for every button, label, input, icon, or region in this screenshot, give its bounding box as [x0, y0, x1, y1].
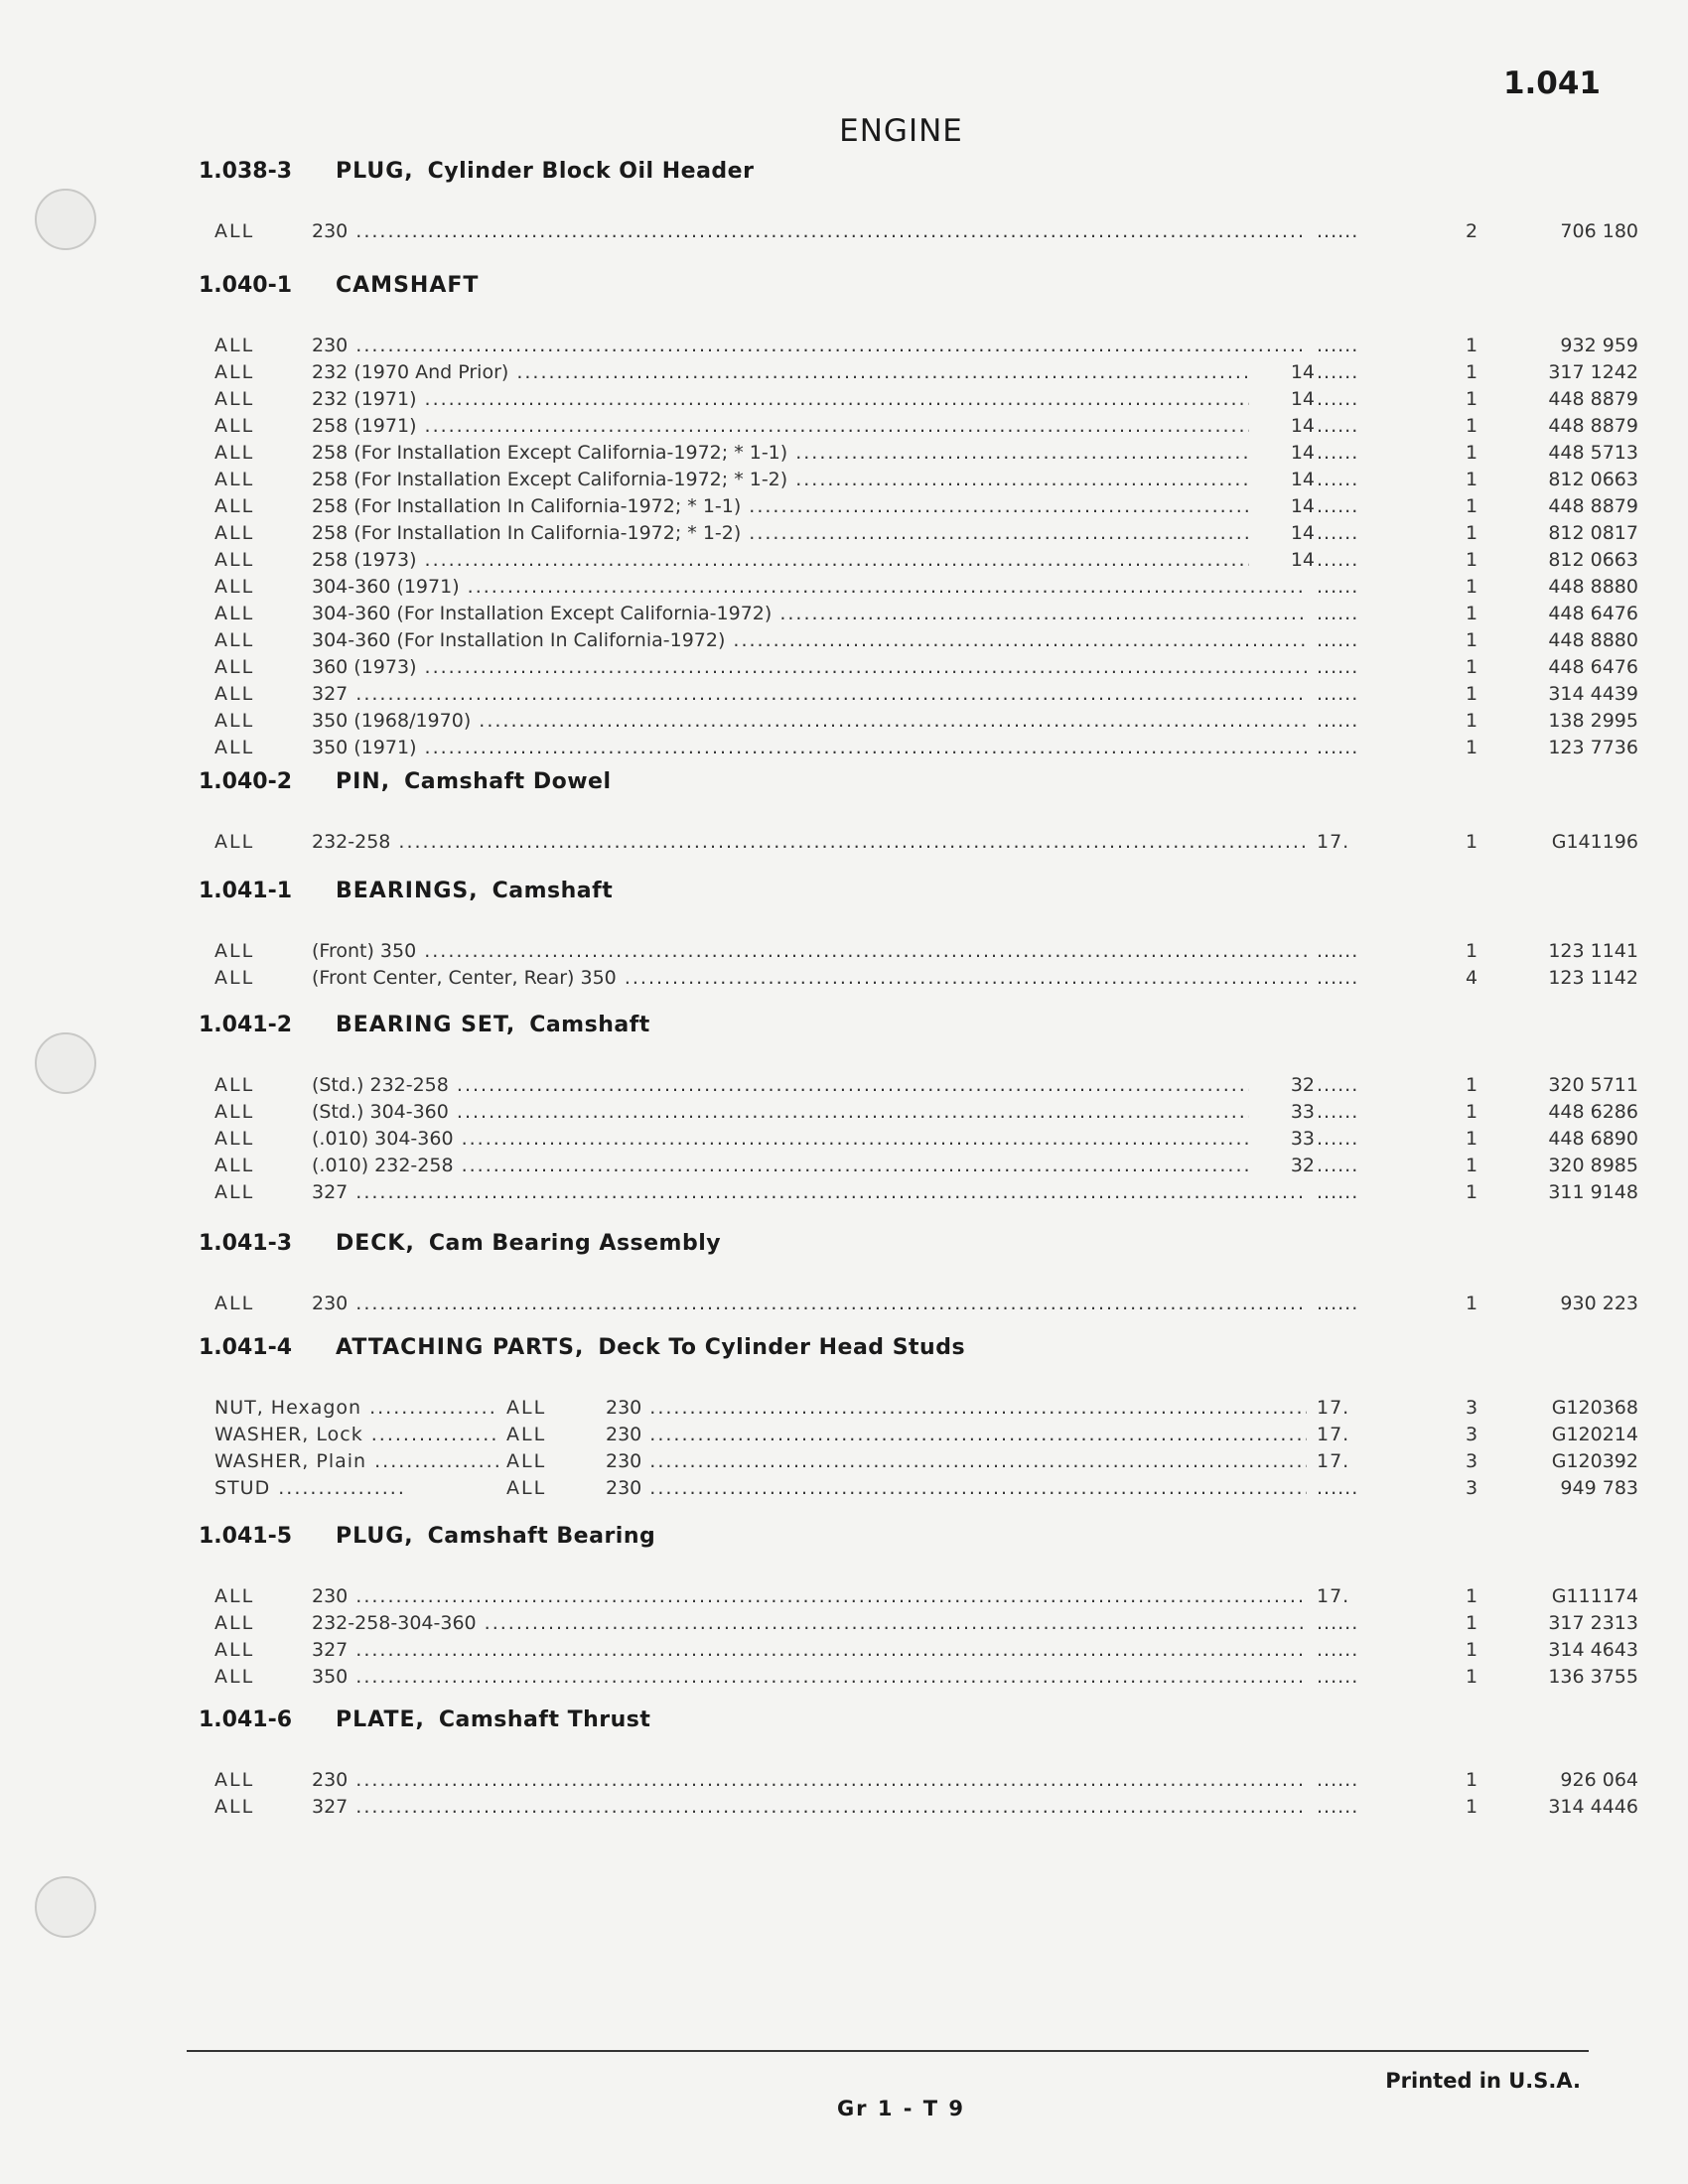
model-cell: ALL: [214, 831, 255, 853]
figure-cell: ......: [1317, 361, 1359, 383]
figure-cell: ......: [1317, 220, 1359, 242]
model-cell: ALL: [214, 415, 255, 437]
description-cell: 304-360 (For Installation Except California-1972) .....: [312, 603, 1307, 624]
section-description: Camshaft Bearing: [427, 1524, 656, 1549]
part-number-cell: 448 6476: [1548, 603, 1638, 624]
binder-hole-top: [35, 189, 96, 250]
section-description: Cam Bearing Assembly: [428, 1231, 722, 1256]
quantity-cell: 1: [1465, 388, 1478, 410]
section-heading: [199, 1335, 1569, 1375]
quantity-cell: 1: [1465, 495, 1478, 517]
figure-cell: ......: [1317, 1796, 1359, 1818]
figure-cell: ......: [1317, 1128, 1359, 1150]
quantity-cell: 1: [1465, 1155, 1478, 1176]
quantity-cell: 1: [1465, 549, 1478, 571]
figure-cell: ......: [1317, 469, 1359, 490]
figure-cell: ......: [1317, 1769, 1359, 1791]
figure-cell: 17.: [1317, 1424, 1350, 1445]
part-row: [199, 522, 1638, 549]
part-row: [199, 361, 1638, 388]
quantity-cell: 3: [1465, 1477, 1478, 1499]
quantity-cell: 4: [1465, 967, 1478, 989]
figure-cell: 17.: [1317, 1450, 1350, 1472]
part-number-cell: 136 3755: [1548, 1666, 1638, 1688]
part-row: [199, 710, 1638, 737]
figure-cell: ......: [1317, 522, 1359, 544]
part-row: [199, 1397, 1638, 1424]
quantity-cell: 1: [1465, 415, 1478, 437]
model-cell: ALL: [214, 495, 255, 517]
part-row: [199, 831, 1638, 858]
description-cell: 230 .....: [606, 1477, 1307, 1499]
quantity-cell: 1: [1465, 683, 1478, 705]
model-cell: ALL: [214, 522, 255, 544]
figure-cell: ......: [1317, 737, 1359, 758]
part-number-cell: 123 1142: [1548, 967, 1638, 989]
parts-section: [199, 273, 1638, 763]
figure-cell: ......: [1317, 1074, 1359, 1096]
section-number: 1.041-3: [199, 1231, 293, 1256]
model-cell: ALL: [214, 1128, 255, 1150]
model-cell: ALL: [506, 1450, 547, 1472]
figure-cell: ......: [1317, 415, 1359, 437]
model-cell: ALL: [214, 603, 255, 624]
part-row: [199, 220, 1638, 247]
part-number-cell: 320 8985: [1548, 1155, 1638, 1176]
description-cell: 232-258-304-360 .....: [312, 1612, 1307, 1634]
part-number-cell: 317 2313: [1548, 1612, 1638, 1634]
part-number-cell: G141196: [1551, 831, 1638, 853]
part-number-cell: 448 6286: [1548, 1101, 1638, 1123]
model-cell: ALL: [214, 442, 255, 464]
description-cell: 327 .....: [312, 1796, 1307, 1818]
part-number-cell: 448 6890: [1548, 1128, 1638, 1150]
quantity-cell: 1: [1465, 1128, 1478, 1150]
reference-cell: 14: [1249, 361, 1315, 383]
figure-cell: ......: [1317, 1293, 1359, 1314]
parts-section: [199, 1013, 1638, 1208]
description-cell: (.010) 232-258 .....: [312, 1155, 1307, 1176]
model-cell: ALL: [214, 1155, 255, 1176]
part-number-cell: 930 223: [1560, 1293, 1638, 1314]
section-number: 1.041-1: [199, 879, 293, 903]
quantity-cell: 1: [1465, 656, 1478, 678]
part-row: [199, 1181, 1638, 1208]
section-noun: ATTACHING PARTS,: [336, 1335, 585, 1360]
section-description: Camshaft: [492, 879, 614, 903]
figure-cell: 17.: [1317, 831, 1350, 853]
description-cell: 230 .....: [312, 220, 1307, 242]
parts-section: [199, 159, 1638, 247]
figure-cell: ......: [1317, 1101, 1359, 1123]
part-row: [199, 1769, 1638, 1796]
part-number-cell: 448 8880: [1548, 576, 1638, 598]
model-cell: ALL: [214, 629, 255, 651]
part-number-cell: 123 1141: [1548, 940, 1638, 962]
model-cell: ALL: [506, 1397, 547, 1419]
quantity-cell: 1: [1465, 710, 1478, 732]
part-row: [199, 576, 1638, 603]
part-row: [199, 656, 1638, 683]
part-item: WASHER, Plain .....: [214, 1450, 512, 1472]
part-row: [199, 442, 1638, 469]
section-noun: PIN,: [336, 769, 391, 794]
figure-cell: 17.: [1317, 1585, 1350, 1607]
description-cell: 232 (1971) .....: [312, 388, 1307, 410]
model-cell: ALL: [214, 737, 255, 758]
model-cell: ALL: [214, 1181, 255, 1203]
part-row: [199, 1293, 1638, 1319]
part-number-cell: 314 4439: [1548, 683, 1638, 705]
model-cell: ALL: [214, 1101, 255, 1123]
part-number-cell: 448 8880: [1548, 629, 1638, 651]
section-noun: PLUG,: [336, 1524, 414, 1549]
parts-section: [199, 1231, 1638, 1319]
part-row: [199, 737, 1638, 763]
figure-cell: ......: [1317, 967, 1359, 989]
part-item: STUD .....: [214, 1477, 512, 1499]
description-cell: 230 .....: [606, 1424, 1307, 1445]
part-number-cell: 138 2995: [1548, 710, 1638, 732]
quantity-cell: 2: [1465, 220, 1478, 242]
part-row: [199, 1612, 1638, 1639]
part-row: [199, 495, 1638, 522]
printed-in-usa: Printed in U.S.A.: [1385, 2069, 1581, 2093]
part-row: [199, 1450, 1638, 1477]
section-noun: PLATE,: [336, 1707, 425, 1732]
part-number-cell: 314 4446: [1548, 1796, 1638, 1818]
part-row: [199, 1424, 1638, 1450]
part-row: [199, 1585, 1638, 1612]
quantity-cell: 3: [1465, 1397, 1478, 1419]
reference-cell: 32: [1249, 1074, 1315, 1096]
quantity-cell: 1: [1465, 1796, 1478, 1818]
part-number-cell: 448 5713: [1548, 442, 1638, 464]
model-cell: ALL: [214, 361, 255, 383]
model-cell: ALL: [214, 710, 255, 732]
figure-cell: 17.: [1317, 1397, 1350, 1419]
section-number: 1.041-6: [199, 1707, 293, 1732]
model-cell: ALL: [214, 1293, 255, 1314]
model-cell: ALL: [214, 549, 255, 571]
reference-cell: 33: [1249, 1101, 1315, 1123]
reference-cell: 32: [1249, 1155, 1315, 1176]
model-cell: ALL: [214, 683, 255, 705]
model-cell: ALL: [506, 1477, 547, 1499]
part-row: [199, 629, 1638, 656]
part-number-cell: 812 0663: [1548, 469, 1638, 490]
quantity-cell: 1: [1465, 1101, 1478, 1123]
section-noun: BEARINGS,: [336, 879, 479, 903]
description-cell: 304-360 (For Installation In California-1972) .....: [312, 629, 1307, 651]
description-cell: (.010) 304-360 .....: [312, 1128, 1307, 1150]
parts-section: [199, 1335, 1638, 1504]
section-number: 1.040-2: [199, 769, 293, 794]
model-cell: ALL: [214, 656, 255, 678]
figure-cell: ......: [1317, 629, 1359, 651]
figure-cell: ......: [1317, 1612, 1359, 1634]
quantity-cell: 3: [1465, 1424, 1478, 1445]
figure-cell: ......: [1317, 940, 1359, 962]
section-heading: [199, 1231, 1569, 1271]
part-row: [199, 940, 1638, 967]
quantity-cell: 1: [1465, 603, 1478, 624]
description-cell: 327 .....: [312, 1181, 1307, 1203]
section-number: 1.038-3: [199, 159, 293, 184]
description-cell: 350 (1971) .....: [312, 737, 1307, 758]
figure-cell: ......: [1317, 576, 1359, 598]
part-number-cell: 123 7736: [1548, 737, 1638, 758]
part-row: [199, 1155, 1638, 1181]
quantity-cell: 1: [1465, 1181, 1478, 1203]
section-description: Cylinder Block Oil Header: [427, 159, 755, 184]
figure-cell: ......: [1317, 656, 1359, 678]
figure-cell: ......: [1317, 1155, 1359, 1176]
section-heading: [199, 1013, 1569, 1052]
figure-cell: ......: [1317, 388, 1359, 410]
reference-cell: 33: [1249, 1128, 1315, 1150]
section-heading: [199, 273, 1569, 313]
quantity-cell: 1: [1465, 1293, 1478, 1314]
section-heading: [199, 879, 1569, 918]
model-cell: ALL: [506, 1424, 547, 1445]
section-description: Camshaft: [529, 1013, 650, 1037]
model-cell: ALL: [214, 967, 255, 989]
description-cell: 232 (1970 And Prior) .....: [312, 361, 1307, 383]
part-item: NUT, Hexagon .....: [214, 1397, 512, 1419]
model-cell: ALL: [214, 1769, 255, 1791]
section-number: 1.040-1: [199, 273, 293, 298]
description-cell: 230 .....: [606, 1450, 1307, 1472]
part-number-cell: 448 8879: [1548, 388, 1638, 410]
description-cell: 258 (1971) .....: [312, 415, 1307, 437]
figure-cell: ......: [1317, 495, 1359, 517]
quantity-cell: 1: [1465, 1666, 1478, 1688]
reference-cell: 14: [1249, 549, 1315, 571]
quantity-cell: 1: [1465, 1612, 1478, 1634]
description-cell: 232-258 .....: [312, 831, 1307, 853]
group-code: Gr 1 - T 9: [836, 2097, 966, 2120]
part-row: [199, 1666, 1638, 1693]
description-cell: 230 .....: [312, 335, 1307, 356]
model-cell: ALL: [214, 1796, 255, 1818]
footer-rule: [187, 2050, 1589, 2052]
part-number-cell: 311 9148: [1548, 1181, 1638, 1203]
binder-hole-middle: [35, 1032, 96, 1094]
description-cell: 230 .....: [606, 1397, 1307, 1419]
section-number: 1.041-4: [199, 1335, 293, 1360]
model-cell: ALL: [214, 1612, 255, 1634]
reference-cell: 14: [1249, 522, 1315, 544]
description-cell: (Std.) 304-360 .....: [312, 1101, 1307, 1123]
part-number-cell: 812 0817: [1548, 522, 1638, 544]
part-number-cell: 926 064: [1560, 1769, 1638, 1791]
page-title: ENGINE: [839, 113, 963, 149]
description-cell: (Front) 350 .....: [312, 940, 1307, 962]
figure-cell: ......: [1317, 1181, 1359, 1203]
parts-section: [199, 1524, 1638, 1693]
reference-cell: 14: [1249, 388, 1315, 410]
part-number-cell: 448 8879: [1548, 495, 1638, 517]
quantity-cell: 1: [1465, 629, 1478, 651]
section-description: Deck To Cylinder Head Studs: [598, 1335, 966, 1360]
model-cell: ALL: [214, 220, 255, 242]
part-row: [199, 967, 1638, 994]
quantity-cell: 1: [1465, 1769, 1478, 1791]
quantity-cell: 1: [1465, 737, 1478, 758]
page-number: 1.041: [1502, 66, 1601, 101]
description-cell: 350 .....: [312, 1666, 1307, 1688]
description-cell: 230 .....: [312, 1585, 1307, 1607]
section-noun: BEARING SET,: [336, 1013, 516, 1037]
description-cell: 360 (1973) .....: [312, 656, 1307, 678]
figure-cell: ......: [1317, 335, 1359, 356]
quantity-cell: 1: [1465, 469, 1478, 490]
part-row: [199, 1074, 1638, 1101]
model-cell: ALL: [214, 335, 255, 356]
model-cell: ALL: [214, 1585, 255, 1607]
section-heading: [199, 159, 1569, 199]
figure-cell: ......: [1317, 1477, 1359, 1499]
description-cell: 327 .....: [312, 683, 1307, 705]
model-cell: ALL: [214, 469, 255, 490]
quantity-cell: 1: [1465, 1074, 1478, 1096]
part-number-cell: 448 8879: [1548, 415, 1638, 437]
part-row: [199, 1796, 1638, 1823]
description-cell: 258 (For Installation Except California-1972; * 1-2) .....: [312, 469, 1307, 490]
section-heading: [199, 1707, 1569, 1747]
figure-cell: ......: [1317, 549, 1359, 571]
binder-hole-bottom: [35, 1876, 96, 1938]
part-row: [199, 1477, 1638, 1504]
description-cell: (Std.) 232-258 .....: [312, 1074, 1307, 1096]
description-cell: 258 (For Installation Except California-1972; * 1-1) .....: [312, 442, 1307, 464]
section-description: Camshaft Thrust: [438, 1707, 651, 1732]
part-number-cell: 949 783: [1560, 1477, 1638, 1499]
description-cell: 350 (1968/1970) .....: [312, 710, 1307, 732]
section-number: 1.041-5: [199, 1524, 293, 1549]
description-cell: 304-360 (1971) .....: [312, 576, 1307, 598]
model-cell: ALL: [214, 940, 255, 962]
section-heading: [199, 769, 1569, 809]
part-number-cell: G111174: [1551, 1585, 1638, 1607]
quantity-cell: 1: [1465, 1639, 1478, 1661]
part-number-cell: 812 0663: [1548, 549, 1638, 571]
part-number-cell: G120214: [1551, 1424, 1638, 1445]
part-number-cell: G120392: [1551, 1450, 1638, 1472]
part-number-cell: 706 180: [1560, 220, 1638, 242]
description-cell: (Front Center, Center, Rear) 350 .....: [312, 967, 1307, 989]
part-row: [199, 549, 1638, 576]
part-number-cell: 317 1242: [1548, 361, 1638, 383]
quantity-cell: 3: [1465, 1450, 1478, 1472]
parts-section: [199, 1707, 1638, 1823]
quantity-cell: 1: [1465, 442, 1478, 464]
description-cell: 230 .....: [312, 1293, 1307, 1314]
description-cell: 258 (1973) .....: [312, 549, 1307, 571]
part-number-cell: 320 5711: [1548, 1074, 1638, 1096]
part-row: [199, 1101, 1638, 1128]
reference-cell: 14: [1249, 469, 1315, 490]
description-cell: 230 .....: [312, 1769, 1307, 1791]
part-row: [199, 1128, 1638, 1155]
part-row: [199, 469, 1638, 495]
quantity-cell: 1: [1465, 831, 1478, 853]
description-cell: 258 (For Installation In California-1972; * 1-2) .....: [312, 522, 1307, 544]
figure-cell: ......: [1317, 1639, 1359, 1661]
model-cell: ALL: [214, 1639, 255, 1661]
figure-cell: ......: [1317, 603, 1359, 624]
model-cell: ALL: [214, 388, 255, 410]
model-cell: ALL: [214, 1074, 255, 1096]
part-number-cell: G120368: [1551, 1397, 1638, 1419]
reference-cell: 14: [1249, 495, 1315, 517]
parts-section: [199, 879, 1638, 994]
part-row: [199, 335, 1638, 361]
reference-cell: 14: [1249, 415, 1315, 437]
quantity-cell: 1: [1465, 335, 1478, 356]
quantity-cell: 1: [1465, 940, 1478, 962]
section-noun: DECK,: [336, 1231, 415, 1256]
figure-cell: ......: [1317, 1666, 1359, 1688]
part-row: [199, 415, 1638, 442]
model-cell: ALL: [214, 1666, 255, 1688]
model-cell: ALL: [214, 576, 255, 598]
reference-cell: 14: [1249, 442, 1315, 464]
part-number-cell: 932 959: [1560, 335, 1638, 356]
figure-cell: ......: [1317, 683, 1359, 705]
section-heading: [199, 1524, 1569, 1564]
quantity-cell: 1: [1465, 576, 1478, 598]
part-row: [199, 683, 1638, 710]
section-noun: CAMSHAFT: [336, 273, 480, 298]
quantity-cell: 1: [1465, 1585, 1478, 1607]
description-cell: 258 (For Installation In California-1972; * 1-1) .....: [312, 495, 1307, 517]
part-row: [199, 388, 1638, 415]
section-number: 1.041-2: [199, 1013, 293, 1037]
parts-section: [199, 769, 1638, 858]
part-number-cell: 314 4643: [1548, 1639, 1638, 1661]
section-description: Camshaft Dowel: [404, 769, 612, 794]
figure-cell: ......: [1317, 442, 1359, 464]
quantity-cell: 1: [1465, 361, 1478, 383]
part-item: WASHER, Lock .....: [214, 1424, 512, 1445]
part-row: [199, 603, 1638, 629]
description-cell: 327 .....: [312, 1639, 1307, 1661]
figure-cell: ......: [1317, 710, 1359, 732]
section-noun: PLUG,: [336, 159, 414, 184]
quantity-cell: 1: [1465, 522, 1478, 544]
part-number-cell: 448 6476: [1548, 656, 1638, 678]
part-row: [199, 1639, 1638, 1666]
